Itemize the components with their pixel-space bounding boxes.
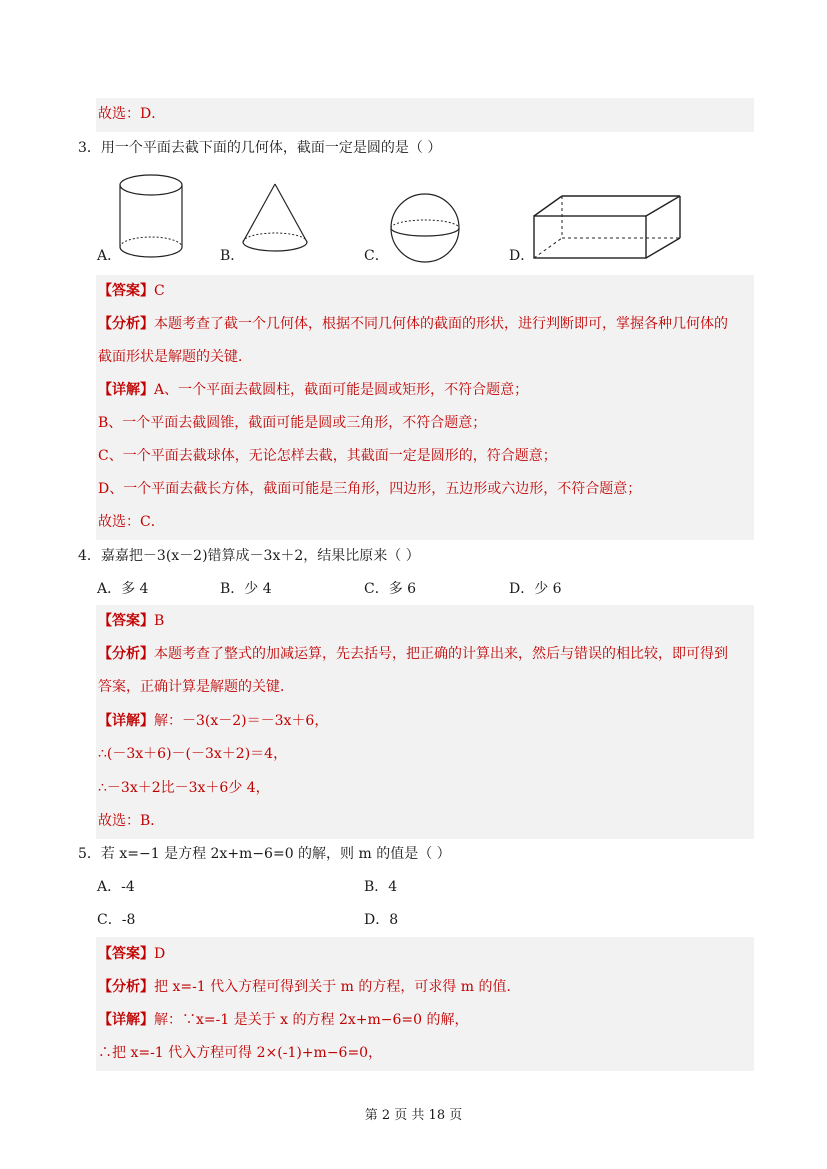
q3-choice: 故选：C． [98, 514, 165, 530]
q4-analysis-2: 答案，正确计算是解题的关键． [98, 679, 294, 695]
q3-detail-4: D、一个平面去截长方体，截面可能是三角形，四边形，五边形或六边形，不符合题意； [98, 481, 642, 497]
q3-option-a: A． [97, 248, 122, 264]
q5-detail-2: ∴把 x=-1 代入方程可得 2×(-1)+m−6=0， [98, 1045, 383, 1061]
q5-option-b: B．4 [364, 879, 398, 895]
q4-option-b: B．少 4 [220, 581, 272, 597]
q5-option-c: C．-8 [97, 912, 136, 928]
q4-choice: 故选：B． [98, 813, 165, 829]
q4-option-c: C．多 6 [364, 581, 417, 597]
q5-detail-1: 【详解】解：∵x=-1 是关于 x 的方程 2x+m−6=0 的解， [98, 1012, 469, 1028]
q3-answer: 【答案】C [98, 283, 165, 299]
q5-option-a: A．-4 [97, 879, 135, 895]
q4-option-d: D．少 6 [509, 581, 562, 597]
cone-figure [240, 180, 310, 260]
q4-answer: 【答案】B [98, 613, 165, 629]
sphere-figure [385, 192, 465, 264]
q3-detail-1: 【详解】A、一个平面去截圆柱，截面可能是圆或矩形，不符合题意； [98, 382, 529, 398]
q3-analysis-1: 【分析】本题考查了截一个几何体，根据不同几何体的截面的形状，进行判断即可，掌握各种几何体的 [98, 316, 728, 332]
q5-analysis: 【分析】把 x=-1 代入方程可得到关于 m 的方程，可求得 m 的值． [98, 979, 521, 995]
q3-option-b: B． [220, 248, 245, 264]
q5-answer: 【答案】D [98, 946, 166, 962]
q3-stem: 3．用一个平面去截下面的几何体，截面一定是圆的是（ ） [78, 140, 442, 156]
q3-analysis-2: 截面形状是解题的关键． [98, 349, 252, 365]
cylinder-figure [118, 172, 190, 262]
q5-option-d: D．8 [364, 912, 399, 928]
page-footer: 第 2 页 共 18 页 [364, 1108, 463, 1123]
q2-choice: 故选：D． [98, 106, 166, 122]
q5-stem: 5．若 x=−1 是方程 2x+m−6=0 的解，则 m 的值是（ ） [78, 846, 451, 862]
q3-option-c: C． [364, 248, 389, 264]
q4-stem: 4．嘉嘉把－3(x－2)错算成－3x＋2，结果比原来（ ） [78, 548, 420, 564]
q4-analysis-1: 【分析】本题考查了整式的加减运算，先去括号，把正确的计算出来，然后与错误的相比较，即可得到 [98, 646, 728, 662]
q4-option-a: A．多 4 [97, 581, 149, 597]
cuboid-figure [530, 192, 690, 264]
q3-detail-3: C、一个平面去截球体，无论怎样去截，其截面一定是圆形的，符合题意； [98, 448, 557, 464]
q4-detail-2: ∴(－3x＋6)－(－3x＋2)＝4， [98, 746, 288, 762]
q3-option-d: D． [509, 248, 535, 264]
q2-answer-box [96, 98, 754, 132]
q4-detail-1: 【详解】解：－3(x－2)＝－3x＋6， [98, 713, 329, 729]
q4-detail-3: ∴－3x＋2比－3x＋6少 4， [98, 780, 270, 796]
q3-detail-2: B、一个平面去截圆锥，截面可能是圆或三角形，不符合题意； [98, 415, 487, 431]
